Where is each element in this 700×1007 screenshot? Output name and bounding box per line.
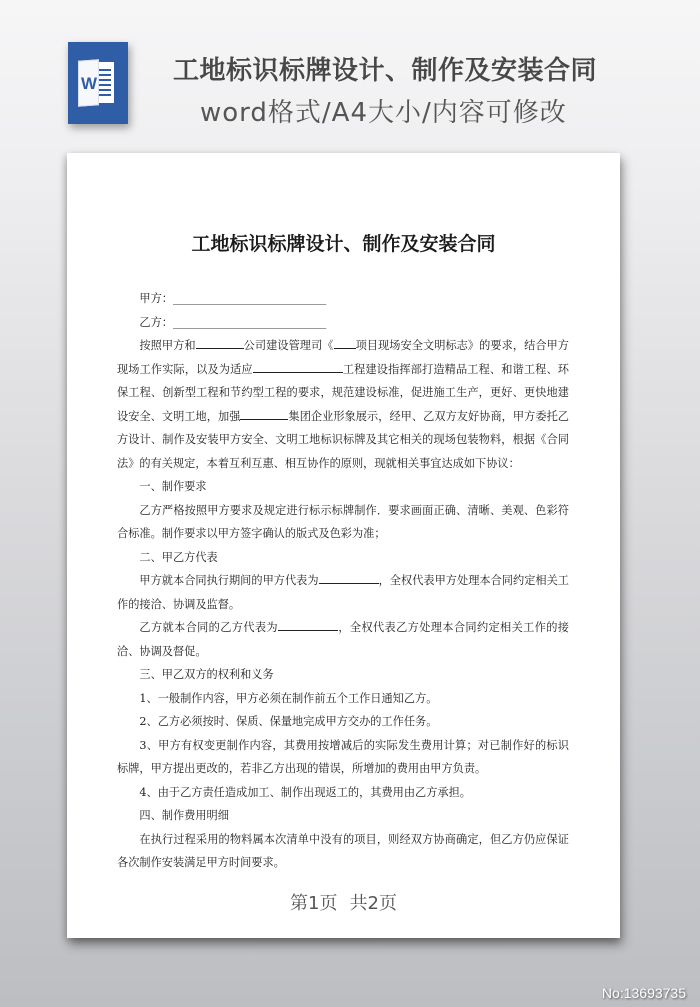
section-1-heading: 一、制作要求 xyxy=(139,480,207,493)
header-subtitle: word格式/A4大小/内容可修改 xyxy=(200,98,567,128)
section-3-item-3: 3、甲方有权变更制作内容，其费用按增减后的实际发生费用计算；对已制作好的标识标牌，甲方提出更改的，若非乙方出现的错误，所增加的费用由甲方负责。 xyxy=(117,738,569,775)
document-page xyxy=(67,153,620,938)
intro-paragraph xyxy=(117,334,569,475)
section-2-heading: 二、甲乙方代表 xyxy=(139,550,218,564)
group-blank xyxy=(240,407,288,420)
party-a-label: 甲方： xyxy=(139,292,173,305)
section-4-body: 在执行过程采用的物料属本次清单中没有的项目，则经双方协商确定，但乙方仍应保证各次制作安装满足甲方时间要求。 xyxy=(117,832,569,869)
company-blank xyxy=(196,336,244,349)
party-a-blank: ______________________________ xyxy=(172,292,326,305)
section-3-item-4: 4、由于乙方责任造成加工、制作出现返工的，其费用由乙方承担。 xyxy=(139,785,471,799)
section-3-heading: 三、甲乙双方的权利和义务 xyxy=(139,668,274,681)
section-2-b-text-1: 乙方就本合同的乙方代表为 xyxy=(139,621,278,634)
party-b-line xyxy=(117,311,569,335)
intro-text-2: 公司建设管理司《 xyxy=(243,339,334,352)
intro-text-3: 项目现场安全文明标志》的要求，结合甲方现场工作实际，以及为适应 xyxy=(117,339,569,376)
document-title: 工地标识标牌设计、制作及安装合同 xyxy=(191,233,496,255)
section-2-a-text-2: ，全权代表甲方处理本合同约定相关工作的接洽、协调及监督。 xyxy=(117,574,569,611)
current-page: 第1页 xyxy=(290,893,338,914)
section-1-body: 乙方严格按照甲方要求及规定进行标示标牌制作．要求画面正确、清晰、美观、色彩符合标准。制作要求以甲方签字确认的版式及色彩为准； xyxy=(117,503,569,540)
project-blank xyxy=(334,336,356,349)
page-number xyxy=(67,889,620,915)
party-b-label: 乙方： xyxy=(139,315,173,329)
party-a-line xyxy=(117,287,569,311)
party-a-rep-blank xyxy=(319,571,379,584)
section-2-b-text-2: ，全权代表乙方处理本合同约定相关工作的接洽、协调及督促。 xyxy=(117,621,569,658)
total-pages: 共2页 xyxy=(349,893,397,914)
party-b-rep-blank xyxy=(278,618,338,631)
document-body xyxy=(117,287,569,875)
section-2-party-b xyxy=(117,616,569,663)
intro-text-4: 工程建设指挥部打造精品工程、和谐工程、环保工程、创新型工程和节约型工程的要求，规范建设标准，促进施工生产，更好、更快地建设安全、文明工地，加强 xyxy=(117,362,569,423)
section-3-item-2: 2、乙方必须按时、保质、保量地完成甲方交办的工作任务。 xyxy=(139,715,438,728)
image-id-label: No:13693735 xyxy=(601,985,686,1001)
project-name-blank xyxy=(253,360,343,373)
intro-text-1: 按照甲方和 xyxy=(139,339,196,352)
section-4-heading: 四、制作费用明细 xyxy=(139,809,229,822)
section-2-a-text-1: 甲方就本合同执行期间的甲方代表为 xyxy=(139,574,319,587)
word-icon-letter: W xyxy=(80,74,98,93)
word-document-icon xyxy=(68,42,128,124)
section-3-item-1: 1、一般制作内容，甲方必须在制作前五个工作日通知乙方。 xyxy=(139,691,438,705)
header-title: 工地标识标牌设计、制作及安装合同 xyxy=(173,56,598,86)
party-b-blank: ______________________________ xyxy=(172,315,326,329)
intro-text-5: 集团企业形象展示，经甲、乙双方友好协商，甲方委托乙方设计、制作及安装甲方安全、文明工地标识标牌及其它相关的现场包装物料，根据《合同法》的有关规定，本着互利互惠、相互协作的原则，现就相关事宜达成如下协议： xyxy=(117,409,569,470)
section-2-party-a xyxy=(117,569,569,616)
